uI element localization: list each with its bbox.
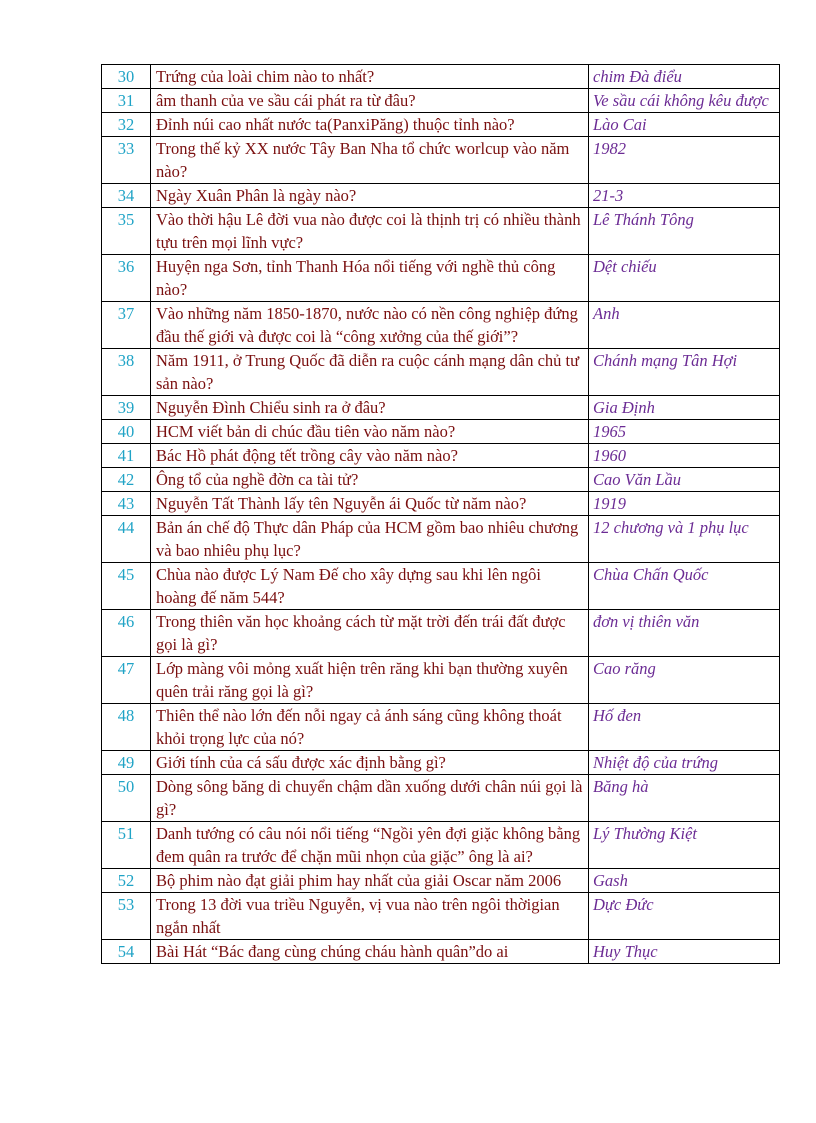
table-row: [102, 89, 780, 113]
table-row: [102, 516, 780, 563]
answer-text: chim Đà điểu: [589, 65, 780, 89]
question-number: 50: [102, 775, 151, 822]
question-number: 44: [102, 516, 151, 563]
answer-text: Anh: [589, 302, 780, 349]
question-text: Bác Hồ phát động tết trồng cây vào năm nào?: [151, 444, 589, 468]
table-row: [102, 349, 780, 396]
question-number: 42: [102, 468, 151, 492]
table-row: [102, 940, 780, 964]
question-number: 54: [102, 940, 151, 964]
question-number: 51: [102, 822, 151, 869]
question-number: 39: [102, 396, 151, 420]
quiz-table-body: [102, 65, 780, 964]
quiz-table: [101, 64, 780, 964]
answer-text: Gia Định: [589, 396, 780, 420]
question-text: Chùa nào được Lý Nam Đế cho xây dựng sau khi lên ngôi hoàng đế năm 544?: [151, 563, 589, 610]
question-text: Bài Hát “Bác đang cùng chúng cháu hành quân”do ai: [151, 940, 589, 964]
answer-text: Ve sầu cái không kêu được: [589, 89, 780, 113]
answer-text: Cao răng: [589, 657, 780, 704]
question-number: 52: [102, 869, 151, 893]
question-number: 41: [102, 444, 151, 468]
question-text: Vào những năm 1850-1870, nước nào có nền công nghiệp đứng đầu thế giới và được coi là “công xưởng của thế giới”?: [151, 302, 589, 349]
table-row: [102, 468, 780, 492]
answer-text: 1960: [589, 444, 780, 468]
answer-text: Lý Thường Kiệt: [589, 822, 780, 869]
answer-text: Hố đen: [589, 704, 780, 751]
question-text: Bộ phim nào đạt giải phim hay nhất của giải Oscar năm 2006: [151, 869, 589, 893]
table-row: [102, 869, 780, 893]
question-text: Đỉnh núi cao nhất nước ta(PanxiPăng) thuộc tỉnh nào?: [151, 113, 589, 137]
question-number: 34: [102, 184, 151, 208]
question-number: 48: [102, 704, 151, 751]
question-text: Nguyễn Đình Chiểu sinh ra ở đâu?: [151, 396, 589, 420]
question-number: 49: [102, 751, 151, 775]
table-row: [102, 775, 780, 822]
question-number: 33: [102, 137, 151, 184]
question-text: Ngày Xuân Phân là ngày nào?: [151, 184, 589, 208]
answer-text: Dệt chiếu: [589, 255, 780, 302]
answer-text: Lào Cai: [589, 113, 780, 137]
table-row: [102, 137, 780, 184]
answer-text: Dực Đức: [589, 893, 780, 940]
table-row: [102, 563, 780, 610]
answer-text: Nhiệt độ của trứng: [589, 751, 780, 775]
answer-text: Cao Văn Lầu: [589, 468, 780, 492]
question-number: 30: [102, 65, 151, 89]
answer-text: Chánh mạng Tân Hợi: [589, 349, 780, 396]
answer-text: 1965: [589, 420, 780, 444]
table-row: [102, 822, 780, 869]
question-text: HCM viết bản di chúc đầu tiên vào năm nào?: [151, 420, 589, 444]
table-row: [102, 704, 780, 751]
question-number: 45: [102, 563, 151, 610]
table-row: [102, 893, 780, 940]
answer-text: Lê Thánh Tông: [589, 208, 780, 255]
question-number: 32: [102, 113, 151, 137]
table-row: [102, 657, 780, 704]
question-number: 53: [102, 893, 151, 940]
question-text: Bản án chế độ Thực dân Pháp của HCM gồm bao nhiêu chương và bao nhiêu phụ lục?: [151, 516, 589, 563]
question-text: Thiên thể nào lớn đến nỗi ngay cả ánh sáng cũng không thoát khỏi trọng lực của nó?: [151, 704, 589, 751]
question-text: Vào thời hậu Lê đời vua nào được coi là thịnh trị có nhiều thành tựu trên mọi lĩnh vực?: [151, 208, 589, 255]
answer-text: Huy Thục: [589, 940, 780, 964]
question-number: 36: [102, 255, 151, 302]
table-row: [102, 255, 780, 302]
table-row: [102, 302, 780, 349]
table-row: [102, 184, 780, 208]
answer-text: 1919: [589, 492, 780, 516]
question-text: Lớp màng vôi mỏng xuất hiện trên răng khi bạn thường xuyên quên trải răng gọi là gì?: [151, 657, 589, 704]
question-text: Ông tổ của nghề đờn ca tài tử?: [151, 468, 589, 492]
answer-text: Băng hà: [589, 775, 780, 822]
question-text: Danh tướng có câu nói nổi tiếng “Ngồi yên đợi giặc không bằng đem quân ra trước để chặn mũi nhọn của giặc” ông là ai?: [151, 822, 589, 869]
answer-text: Gash: [589, 869, 780, 893]
table-row: [102, 751, 780, 775]
table-row: [102, 396, 780, 420]
question-text: Trong thiên văn học khoảng cách từ mặt trời đến trái đất được gọi là gì?: [151, 610, 589, 657]
table-row: [102, 610, 780, 657]
question-text: Dòng sông băng di chuyển chậm dần xuống dưới chân núi gọi là gì?: [151, 775, 589, 822]
question-text: Trong thế kỷ XX nước Tây Ban Nha tổ chức worlcup vào năm nào?: [151, 137, 589, 184]
question-text: Năm 1911, ở Trung Quốc đã diễn ra cuộc cánh mạng dân chủ tư sản nào?: [151, 349, 589, 396]
table-row: [102, 65, 780, 89]
question-text: Trong 13 đời vua triều Nguyễn, vị vua nào trên ngôi thờigian ngắn nhất: [151, 893, 589, 940]
question-number: 46: [102, 610, 151, 657]
answer-text: 12 chương và 1 phụ lục: [589, 516, 780, 563]
question-text: Giới tính của cá sấu được xác định bằng gì?: [151, 751, 589, 775]
table-row: [102, 492, 780, 516]
table-row: [102, 444, 780, 468]
question-text: âm thanh của ve sầu cái phát ra từ đâu?: [151, 89, 589, 113]
question-number: 40: [102, 420, 151, 444]
answer-text: 1982: [589, 137, 780, 184]
answer-text: Chùa Chấn Quốc: [589, 563, 780, 610]
question-number: 43: [102, 492, 151, 516]
answer-text: đơn vị thiên văn: [589, 610, 780, 657]
question-text: Huyện nga Sơn, tỉnh Thanh Hóa nổi tiếng với nghề thủ công nào?: [151, 255, 589, 302]
table-row: [102, 420, 780, 444]
question-text: Nguyễn Tất Thành lấy tên Nguyễn ái Quốc từ năm nào?: [151, 492, 589, 516]
question-number: 31: [102, 89, 151, 113]
table-row: [102, 208, 780, 255]
question-number: 37: [102, 302, 151, 349]
question-number: 47: [102, 657, 151, 704]
answer-text: 21-3: [589, 184, 780, 208]
table-row: [102, 113, 780, 137]
question-number: 38: [102, 349, 151, 396]
question-number: 35: [102, 208, 151, 255]
question-text: Trứng của loài chim nào to nhất?: [151, 65, 589, 89]
